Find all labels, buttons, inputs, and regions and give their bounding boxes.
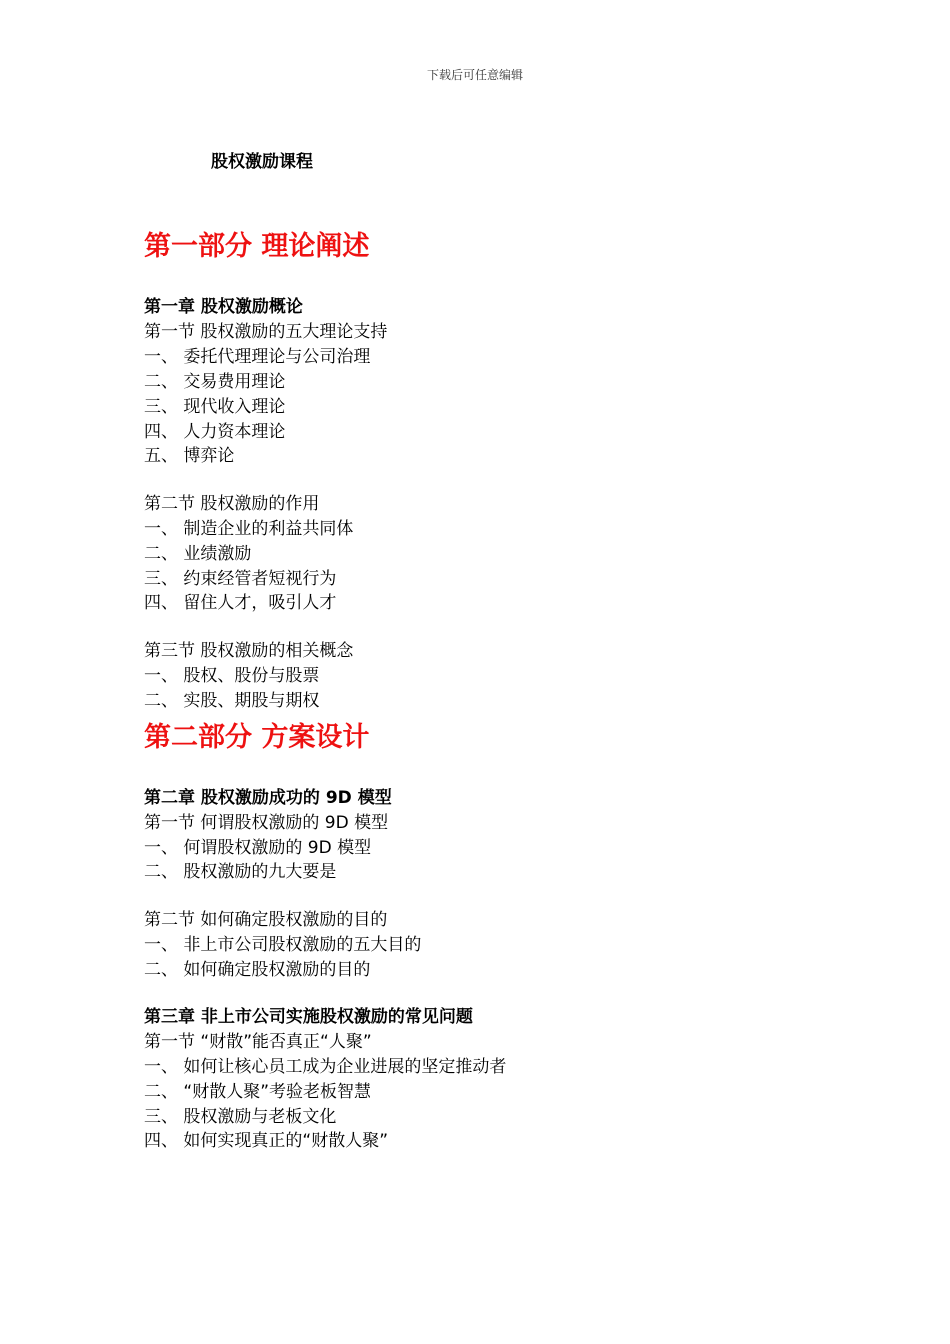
chapter3-title: 第三章 非上市公司实施股权激励的常见问题 [144,1007,473,1027]
list-item: 二、 如何确定股权激励的目的 [144,960,371,980]
chapter1-section3-title: 第三节 股权激励的相关概念 [144,641,354,661]
list-item: 四、 人力资本理论 [144,422,286,442]
list-item: 二、 股权激励的九大要是 [144,862,337,882]
chapter2-section2-title: 第二节 如何确定股权激励的目的 [144,910,388,930]
list-item: 五、 博弈论 [144,446,235,466]
list-item: 四、 留住人才，吸引人才 [144,593,337,613]
list-item: 一、 非上市公司股权激励的五大目的 [144,935,422,955]
document-title: 股权激励课程 [211,152,313,172]
list-item: 二、 交易费用理论 [144,372,286,392]
part2-title: 第二部分 方案设计 [144,722,370,753]
list-item: 一、 如何让核心员工成为企业进展的坚定推动者 [144,1057,507,1077]
header-note: 下载后可任意编辑 [426,68,523,82]
list-item: 三、 股权激励与老板文化 [144,1107,337,1127]
chapter1-title: 第一章 股权激励概论 [144,297,303,317]
list-item: 二、 实股、期股与期权 [144,691,320,711]
list-item: 三、 现代收入理论 [144,397,286,417]
chapter2-section1-title: 第一节 何谓股权激励的 9D 模型 [144,813,389,833]
chapter1-section2-title: 第二节 股权激励的作用 [144,494,320,514]
list-item: 二、 “财散人聚”考验老板智慧 [144,1082,372,1102]
list-item: 二、 业绩激励 [144,544,252,564]
list-item: 一、 股权、股份与股票 [144,666,320,686]
list-item: 一、 何谓股权激励的 9D 模型 [144,838,372,858]
list-item: 一、 委托代理理论与公司治理 [144,347,371,367]
chapter3-section1-title: 第一节 “财散”能否真正“人聚” [144,1032,372,1052]
chapter1-section1-title: 第一节 股权激励的五大理论支持 [144,322,388,342]
chapter2-title: 第二章 股权激励成功的 9D 模型 [144,788,392,808]
list-item: 四、 如何实现真正的“财散人聚” [144,1131,389,1151]
list-item: 一、 制造企业的利益共同体 [144,519,354,539]
list-item: 三、 约束经管者短视行为 [144,569,337,589]
part1-title: 第一部分 理论阐述 [144,231,370,262]
